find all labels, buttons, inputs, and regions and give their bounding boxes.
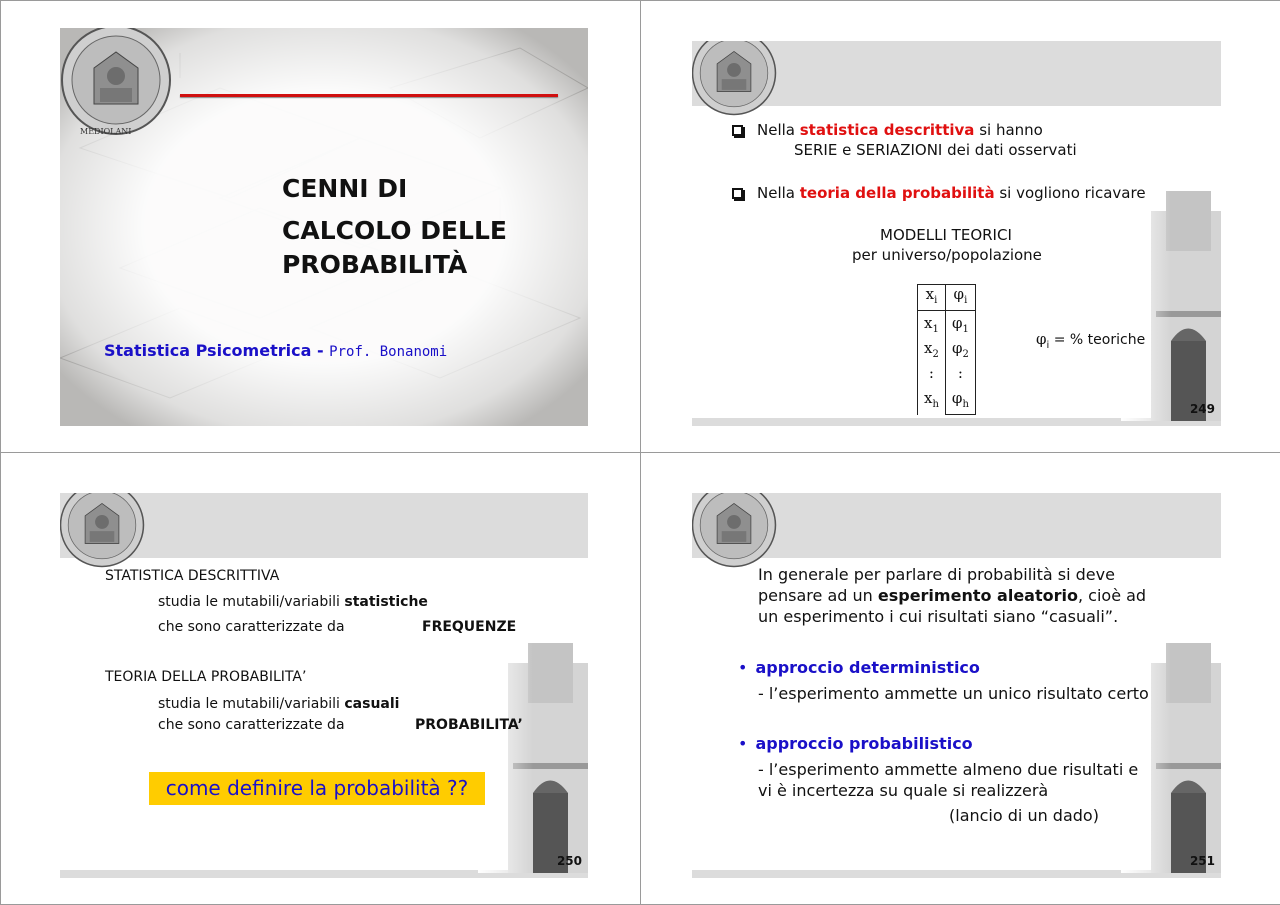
- table-cell: $x_i$: [918, 285, 946, 311]
- bullet-highlight: statistica descrittiva: [799, 121, 975, 139]
- probability-label: PROBABILITA’: [415, 717, 523, 733]
- descriptive-line-1: studia le mutabili/variabili statistiche: [158, 594, 428, 610]
- intro-line-2: pensare ad un esperimento aleatorio, cioè ad: [758, 586, 1147, 605]
- bullet-text-end: si hanno: [974, 121, 1043, 139]
- building-image: [1121, 643, 1221, 873]
- page-number: 250: [556, 854, 582, 868]
- heading-descriptive: STATISTICA DESCRITTIVA: [105, 568, 280, 584]
- table-cell: $\varphi_1$ $\varphi_2$ : $\varphi_h$: [945, 311, 975, 415]
- bullet-highlight: teoria della probabilità: [799, 184, 995, 202]
- university-seal-icon: [692, 493, 777, 568]
- bullet-icon: •: [738, 734, 748, 753]
- building-image: [478, 643, 588, 873]
- university-seal-icon: [692, 41, 777, 116]
- formula-label: $\varphi_i$ = % teoriche: [1036, 330, 1146, 351]
- models-line-2: per universo/popolazione: [852, 246, 1042, 264]
- dice-example: (lancio di un dado): [949, 806, 1099, 825]
- deterministic-description: - l’esperimento ammette un unico risultato certo: [758, 684, 1149, 703]
- bullet-text: Nella: [757, 121, 800, 139]
- descriptive-line-2: che sono caratterizzate da: [158, 619, 345, 635]
- bullet-text: Nella: [757, 184, 800, 202]
- probability-table: [917, 284, 976, 415]
- models-line-1: MODELLI TEORICI: [880, 226, 1012, 244]
- page-number: 249: [1189, 402, 1215, 416]
- university-seal-icon: [60, 28, 172, 136]
- slide-251: [692, 493, 1221, 878]
- table-header-row: [918, 285, 976, 311]
- checkbox-bullet-icon: [732, 125, 743, 136]
- university-seal-icon: [60, 493, 145, 568]
- professor-name: Prof. Bonanomi: [329, 344, 448, 360]
- heading-probability: TEORIA DELLA PROBABILITA’: [105, 669, 307, 685]
- slide-250: [60, 493, 588, 878]
- seal-caption: MEDIOLANI: [80, 127, 132, 136]
- credit-separator: -: [311, 341, 330, 360]
- intro-line-3: un esperimento i cui risultati siano “casuali”.: [758, 607, 1119, 626]
- bullet-probability: [732, 184, 1146, 202]
- question-highlight: come definire la probabilità ??: [149, 772, 485, 805]
- building-image: [1121, 191, 1221, 421]
- probability-line-1: studia le mutabili/variabili casuali: [158, 696, 400, 712]
- course-credit: [104, 341, 447, 360]
- course-name: Statistica Psicometrica: [104, 341, 312, 360]
- frequency-label: FREQUENZE: [422, 619, 517, 635]
- bullet-descriptive-line2: SERIE e SERIAZIONI dei dati osservati: [794, 141, 1077, 159]
- probability-line-2: che sono caratterizzate da: [158, 717, 345, 733]
- checkbox-bullet-icon: [732, 188, 743, 199]
- approach-deterministic: • approccio deterministico: [738, 658, 980, 677]
- handout-cell-3: [0, 452, 641, 905]
- title-line-1: CENNI DI: [282, 174, 408, 203]
- title-line-2: CALCOLO DELLE: [282, 216, 507, 245]
- table-row: [918, 311, 976, 415]
- title-rule: [180, 94, 558, 97]
- probabilistic-description-2: vi è incertezza su quale si realizzerà: [758, 781, 1049, 800]
- handout-cell-2: [640, 0, 1280, 453]
- slide-249: [692, 41, 1221, 426]
- table-cell: $x_1$ $x_2$ : $x_h$: [918, 311, 946, 415]
- handout-cell-4: [640, 452, 1280, 905]
- probabilistic-description-1: - l’esperimento ammette almeno due risultati e: [758, 760, 1139, 779]
- handout-cell-1: [0, 0, 641, 453]
- approach-probabilistic: • approccio probabilistico: [738, 734, 973, 753]
- page-number: 251: [1189, 854, 1215, 868]
- title-slide: [60, 28, 588, 426]
- bullet-icon: •: [738, 658, 748, 677]
- table-cell: $\varphi_i$: [945, 285, 975, 311]
- bullet-descriptive: [732, 121, 1043, 139]
- intro-line-1: In generale per parlare di probabilità si deve: [758, 565, 1115, 584]
- bullet-text-end: si vogliono ricavare: [994, 184, 1146, 202]
- title-line-3: PROBABILITÀ: [282, 250, 468, 279]
